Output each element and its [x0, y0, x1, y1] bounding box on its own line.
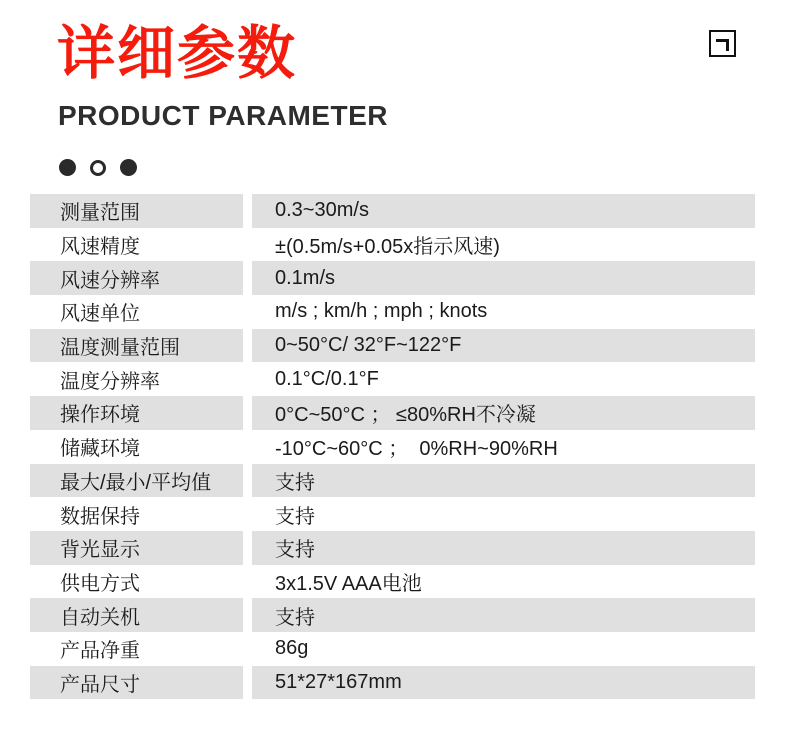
row-label: 产品尺寸: [30, 666, 243, 700]
row-label: 温度测量范围: [30, 329, 243, 363]
table-row: [30, 295, 755, 329]
table-row: [30, 464, 755, 498]
row-label: 风速分辨率: [30, 261, 243, 295]
row-value: 0~50°C/ 32°F~122°F: [252, 329, 755, 363]
row-value: 0.3~30m/s: [252, 194, 755, 228]
row-label: 背光显示: [30, 531, 243, 565]
row-value: 86g: [252, 632, 755, 666]
row-label: 风速精度: [30, 228, 243, 262]
row-value: 支持: [252, 464, 755, 498]
corner-bracket-icon: [709, 30, 736, 57]
row-value: 0.1m/s: [252, 261, 755, 295]
table-row: [30, 261, 755, 295]
table-row: [30, 666, 755, 700]
row-label: 操作环境: [30, 396, 243, 430]
row-label: 数据保持: [30, 497, 243, 531]
table-row: [30, 531, 755, 565]
row-value: -10°C~60°C ； 0%RH~90%RH: [252, 430, 755, 464]
row-label: 储藏环境: [30, 430, 243, 464]
page-title: 详细参数: [57, 21, 298, 86]
table-row: [30, 598, 755, 632]
row-label: 温度分辨率: [30, 362, 243, 396]
row-value: 51*27*167mm: [252, 666, 755, 700]
row-value: m/s ; km/h ; mph ; knots: [252, 295, 755, 329]
row-value: 0°C~50°C ； ≤80%RH不冷凝: [252, 396, 755, 430]
table-row: [30, 194, 755, 228]
row-value: ±(0.5m/s+0.05x指示风速): [252, 228, 755, 262]
corner-bracket-glyph: [716, 39, 729, 51]
pagination-dots: [59, 159, 137, 176]
table-row: [30, 497, 755, 531]
row-label: 测量范围: [30, 194, 243, 228]
row-value: 0.1°C/0.1°F: [252, 362, 755, 396]
dot-filled-icon: [59, 159, 76, 176]
row-value: 3x1.5V AAA电池: [252, 565, 755, 599]
row-value: 支持: [252, 497, 755, 531]
row-label: 风速单位: [30, 295, 243, 329]
table-row: [30, 632, 755, 666]
row-label: 供电方式: [30, 565, 243, 599]
row-label: 产品净重: [30, 632, 243, 666]
table-row: [30, 430, 755, 464]
row-label: 自动关机: [30, 598, 243, 632]
table-row: [30, 228, 755, 262]
table-row: [30, 362, 755, 396]
table-row: [30, 329, 755, 363]
page-subtitle: PRODUCT PARAMETER: [58, 100, 388, 131]
table-row: [30, 396, 755, 430]
row-value: 支持: [252, 598, 755, 632]
dot-hollow-icon: [90, 160, 106, 176]
row-label: 最大/最小/平均值: [30, 464, 243, 498]
row-value: 支持: [252, 531, 755, 565]
table-row: [30, 565, 755, 599]
dot-filled-icon: [120, 159, 137, 176]
parameter-table: [30, 194, 755, 699]
